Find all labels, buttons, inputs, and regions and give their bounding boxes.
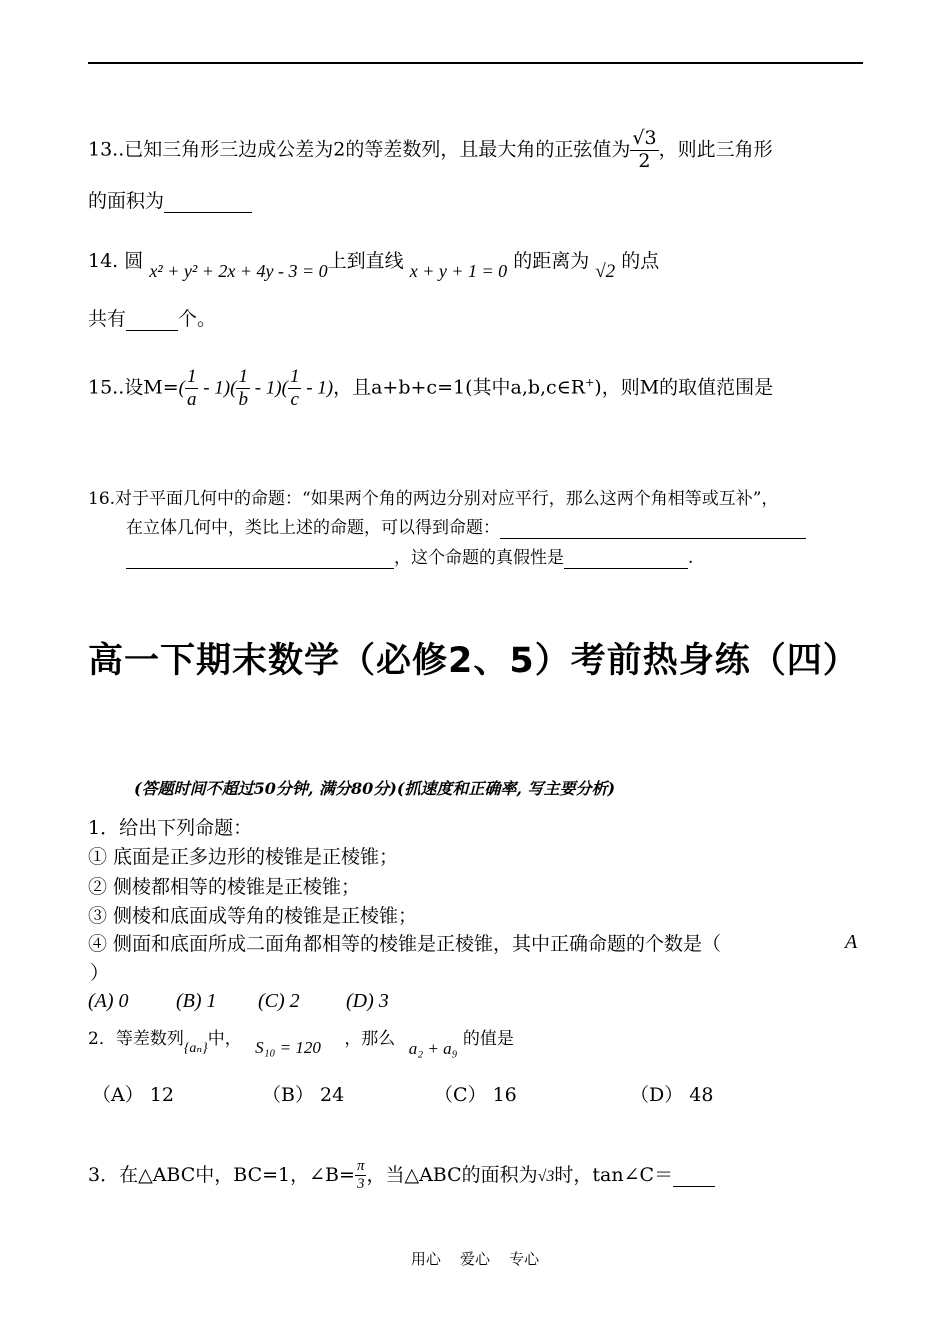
q13-frac-den: 2 (638, 149, 651, 172)
q15-text-b: ，且a+b+c=1(其中a,b,c∈R (333, 376, 586, 399)
problem-2-option-d[interactable]: （D） 48 (630, 1084, 714, 1106)
q14-answer-blank[interactable] (126, 308, 178, 331)
q16-truth-blank[interactable] (564, 548, 688, 569)
page-title: 高一下期末数学（必修2、5）考前热身练（四） (88, 641, 859, 681)
p3-area: √3 (537, 1167, 555, 1185)
q15-mid2: - 1)( (249, 377, 288, 399)
q14-text-d: 的点 (621, 250, 660, 272)
p2-text-c: ，那么 (344, 1029, 396, 1049)
question-13-line2 (88, 186, 252, 213)
problem-1-statement-2: ② 侧棱都相等的棱锥是正棱锥； (88, 876, 361, 898)
p2-text-a: 2．等差数列 (88, 1029, 184, 1049)
problem-1-option-d[interactable]: (D) 3 (346, 990, 389, 1012)
q16-line3-text: ，这个命题的真假性是 (394, 548, 564, 568)
p3-text-a: 3．在△ABC中，BC=1，∠B= (88, 1163, 355, 1186)
problem-1-statement-3: ③ 侧棱和底面成等角的棱锥是正棱锥； (88, 905, 418, 927)
q15-mid3: - 1) (301, 377, 334, 399)
p2-expression: a₂ + a₉ (408, 1039, 458, 1058)
q15-f2-den: b (238, 388, 248, 410)
q13-text-a: 13..已知三角形三边成公差为2的等差数列，且最大角的正弦值为 (88, 138, 631, 161)
p3-frac-num: π (355, 1158, 367, 1176)
problem-2-option-c[interactable]: （C） 16 (434, 1084, 517, 1106)
q15-fraction-a (185, 366, 199, 411)
problem-1-option-c[interactable]: (C) 2 (258, 990, 300, 1012)
q13-frac-num: √3 (632, 127, 657, 149)
problem-2-option-b[interactable]: （B） 24 (262, 1084, 345, 1106)
q14-text-c: 的距离为 (513, 250, 590, 272)
p2-sum: S₁₀ = 120 (255, 1038, 321, 1057)
q14-text-f: 个。 (178, 308, 217, 330)
q15-f2-num: 1 (238, 366, 248, 387)
q15-text-a: 15..设M= (88, 376, 179, 399)
q13-text-b: ，则此三角形 (658, 138, 773, 161)
p2-text-d: 的值是 (462, 1029, 514, 1049)
problem-1-statement-4: ④ 侧面和底面所成二面角都相等的棱锥是正棱锥，其中正确命题的个数是（ (88, 933, 722, 955)
q13-text-c: 的面积为 (88, 190, 165, 212)
question-16-line3 (126, 543, 693, 569)
problem-1-statement-1: ① 底面是正多边形的棱锥是正棱锥； (88, 846, 399, 868)
problem-2 (88, 1024, 514, 1058)
q14-circle-equation: x² + y² + 2x + 4y - 3 = 0 (149, 261, 328, 281)
page-subtitle: (答题时间不超过50分钟, 满分80分)(抓速度和正确率, 写主要分析) (134, 779, 616, 798)
q15-f3-num: 1 (289, 366, 300, 387)
q14-text-e: 共有 (88, 308, 127, 330)
q13-fraction (630, 128, 658, 173)
q15-fraction-c (288, 366, 302, 411)
q13-answer-blank[interactable] (164, 190, 252, 213)
question-14 (88, 246, 660, 282)
q15-f1-den: a (186, 388, 197, 410)
problem-1-close-paren: ） (90, 962, 110, 984)
p3-frac-den: 3 (356, 1176, 365, 1193)
problem-1-stem: 1．给出下列命题： (88, 817, 253, 839)
q16-proposition-blank[interactable] (500, 518, 806, 539)
p2-sequence: {aₙ} (183, 1041, 208, 1056)
q15-open-paren: ( (178, 377, 185, 399)
q15-superscript: + (585, 376, 595, 390)
q16-proposition-blank-2[interactable] (126, 548, 394, 569)
question-15 (88, 366, 773, 411)
question-14-line2 (88, 304, 216, 331)
p3-answer-blank[interactable] (673, 1164, 715, 1187)
p3-text-b: ，当△ABC的面积为 (366, 1163, 538, 1186)
question-13 (88, 128, 773, 173)
q16-line2-text: 在立体几何中，类比上述的命题，可以得到命题： (126, 518, 500, 538)
problem-1-option-a[interactable]: (A) 0 (88, 990, 129, 1012)
problem-1-option-b[interactable]: (B) 1 (176, 990, 217, 1012)
page-footer: 用心 爱心 专心 (410, 1250, 540, 1268)
q15-f3-den: c (290, 388, 299, 410)
question-16-line1: 16.对于平面几何中的命题：“如果两个角的两边分别对应平行，那么这两个角相等或互补”， (88, 489, 779, 509)
q15-text-c: )，则M的取值范围是 (594, 376, 774, 399)
p3-fraction (355, 1158, 367, 1194)
top-rule (88, 62, 863, 64)
q14-distance: √2 (595, 261, 616, 282)
q16-line3-end: . (688, 548, 694, 568)
problem-3 (88, 1158, 715, 1194)
q15-mid1: - 1)( (198, 377, 237, 399)
p3-text-c: 时，tan∠C＝ (554, 1163, 674, 1186)
q15-f1-num: 1 (186, 366, 197, 387)
problem-1-answer: A (845, 931, 858, 953)
q14-text-b: 上到直线 (327, 250, 404, 272)
problem-2-option-a[interactable]: （A） 12 (92, 1084, 174, 1106)
q15-fraction-b (236, 366, 250, 411)
q14-line-equation: x + y + 1 = 0 (409, 261, 508, 281)
q14-text-a: 14. 圆 (88, 250, 144, 272)
question-16-line2 (126, 513, 806, 539)
p2-text-b: 中， (207, 1029, 242, 1049)
